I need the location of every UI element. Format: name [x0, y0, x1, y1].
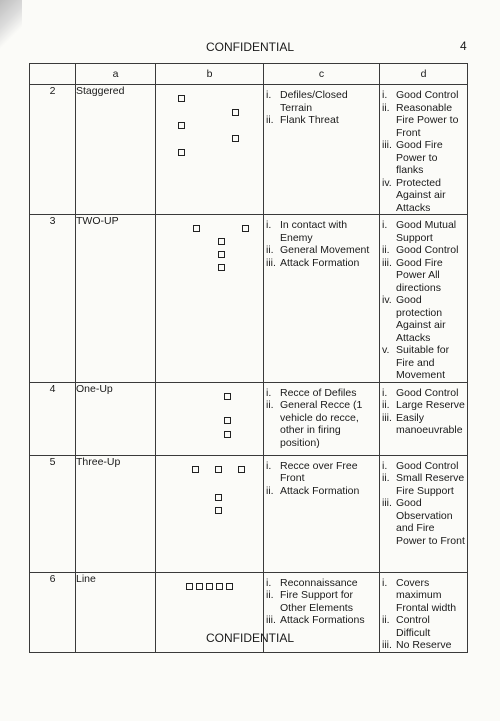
characteristics-cell [380, 215, 468, 383]
list-item: i. Good Control [382, 386, 459, 399]
table-row [30, 85, 468, 215]
list-item: i. Covers maximum Frontal width [382, 576, 457, 614]
vehicle-marker [215, 507, 222, 514]
column-header: a [76, 64, 156, 85]
vehicle-marker [215, 466, 222, 473]
vehicle-marker [226, 583, 233, 590]
row-number: 5 [30, 455, 76, 572]
list-item: iii. Good Fire Power to flanks [382, 139, 443, 176]
column-header: c [264, 64, 380, 85]
vehicle-marker [224, 431, 231, 438]
employment-cell [264, 85, 380, 215]
footer-classification: CONFIDENTIAL [205, 631, 294, 645]
row-number: 2 [30, 85, 76, 215]
column-header: d [380, 64, 468, 85]
formation-name: One-Up [76, 382, 156, 455]
formations-table [29, 63, 468, 653]
list-item: iv. Good protection Against air Attacks [382, 294, 446, 344]
vehicle-marker [215, 494, 222, 501]
formation-name: Staggered [76, 85, 156, 215]
list-item: ii. Attack Formation [266, 484, 360, 497]
vehicle-marker [216, 583, 223, 590]
column-header [30, 64, 76, 85]
vehicle-marker [192, 466, 199, 473]
characteristics-cell [380, 455, 468, 572]
employment-cell [264, 455, 380, 572]
list-item: iii. No Reserve [382, 639, 452, 651]
list-item: iii. Easily manoeuvrable [382, 411, 463, 436]
page-number: 4 [460, 39, 467, 53]
list-item: ii. Reasonable Fire Power to Front [382, 101, 459, 139]
vehicle-marker [196, 583, 203, 590]
vehicle-marker [238, 466, 245, 473]
row-number: 6 [30, 572, 76, 652]
list-item: iii. Good Fire Power All directions [382, 256, 443, 294]
table-header-row [30, 64, 468, 85]
list-item: ii. General Recce (1 vehicle do recce, other in firing position) [266, 399, 363, 449]
list-item: ii. Fire Support for Other Elements [266, 589, 353, 614]
list-item: ii. Large Reserve [382, 399, 465, 411]
list-item: i. Reconnaissance [266, 576, 358, 589]
vehicle-marker [178, 149, 185, 156]
row-number: 4 [30, 382, 76, 455]
employment-cell [264, 382, 380, 455]
vehicle-marker [178, 95, 185, 102]
vehicle-marker [232, 109, 239, 116]
vehicle-marker [218, 238, 225, 245]
list-item: v. Suitable for Fire and Movement [382, 344, 450, 381]
formation-diagram [156, 382, 264, 455]
list-item: i. Defiles/Closed Terrain [266, 89, 348, 114]
table-row [30, 455, 468, 572]
list-item: iii. Good Observation and Fire Power to Front [382, 497, 465, 547]
vehicle-marker [242, 225, 249, 232]
list-item: i. In contact with Enemy [266, 219, 348, 244]
vehicle-marker [224, 417, 231, 424]
vehicle-marker [224, 393, 231, 400]
header-classification: CONFIDENTIAL [205, 40, 294, 54]
list-item: i. Good Mutual Support [382, 219, 457, 244]
list-item: ii. Good Control [382, 244, 459, 256]
list-item: ii. Small Reserve Fire Support [382, 472, 465, 497]
characteristics-cell [380, 85, 468, 215]
formation-name: Line [76, 572, 156, 652]
vehicle-marker [218, 264, 225, 271]
characteristics-cell [380, 382, 468, 455]
list-item: i. Recce of Defiles [266, 386, 357, 399]
column-header: b [156, 64, 264, 85]
list-item: iv. Protected Against air Attacks [382, 176, 446, 214]
formation-diagram [156, 215, 264, 383]
vehicle-line [186, 583, 233, 590]
list-item: ii. Flank Threat [266, 114, 339, 126]
vehicle-marker [232, 135, 239, 142]
formation-diagram [156, 85, 264, 215]
vehicle-marker [206, 583, 213, 590]
vehicle-marker [193, 225, 200, 232]
list-item: iii. Attack Formations [266, 614, 365, 626]
list-item: ii. Control Difficult [382, 614, 431, 639]
list-item: i. Good Control [382, 459, 459, 472]
formation-name: Three-Up [76, 455, 156, 572]
list-item: ii. General Movement [266, 244, 370, 256]
formation-diagram [156, 455, 264, 572]
list-item: iii. Attack Formation [266, 256, 360, 269]
table-row [30, 215, 468, 383]
formation-name: TWO-UP [76, 215, 156, 383]
list-item: i. Recce over Free Front [266, 459, 358, 484]
vehicle-marker [218, 251, 225, 258]
row-number: 3 [30, 215, 76, 383]
vehicle-marker [186, 583, 193, 590]
list-item: i. Good Control [382, 89, 459, 101]
vehicle-marker [178, 122, 185, 129]
table-row [30, 382, 468, 455]
employment-cell [264, 215, 380, 383]
